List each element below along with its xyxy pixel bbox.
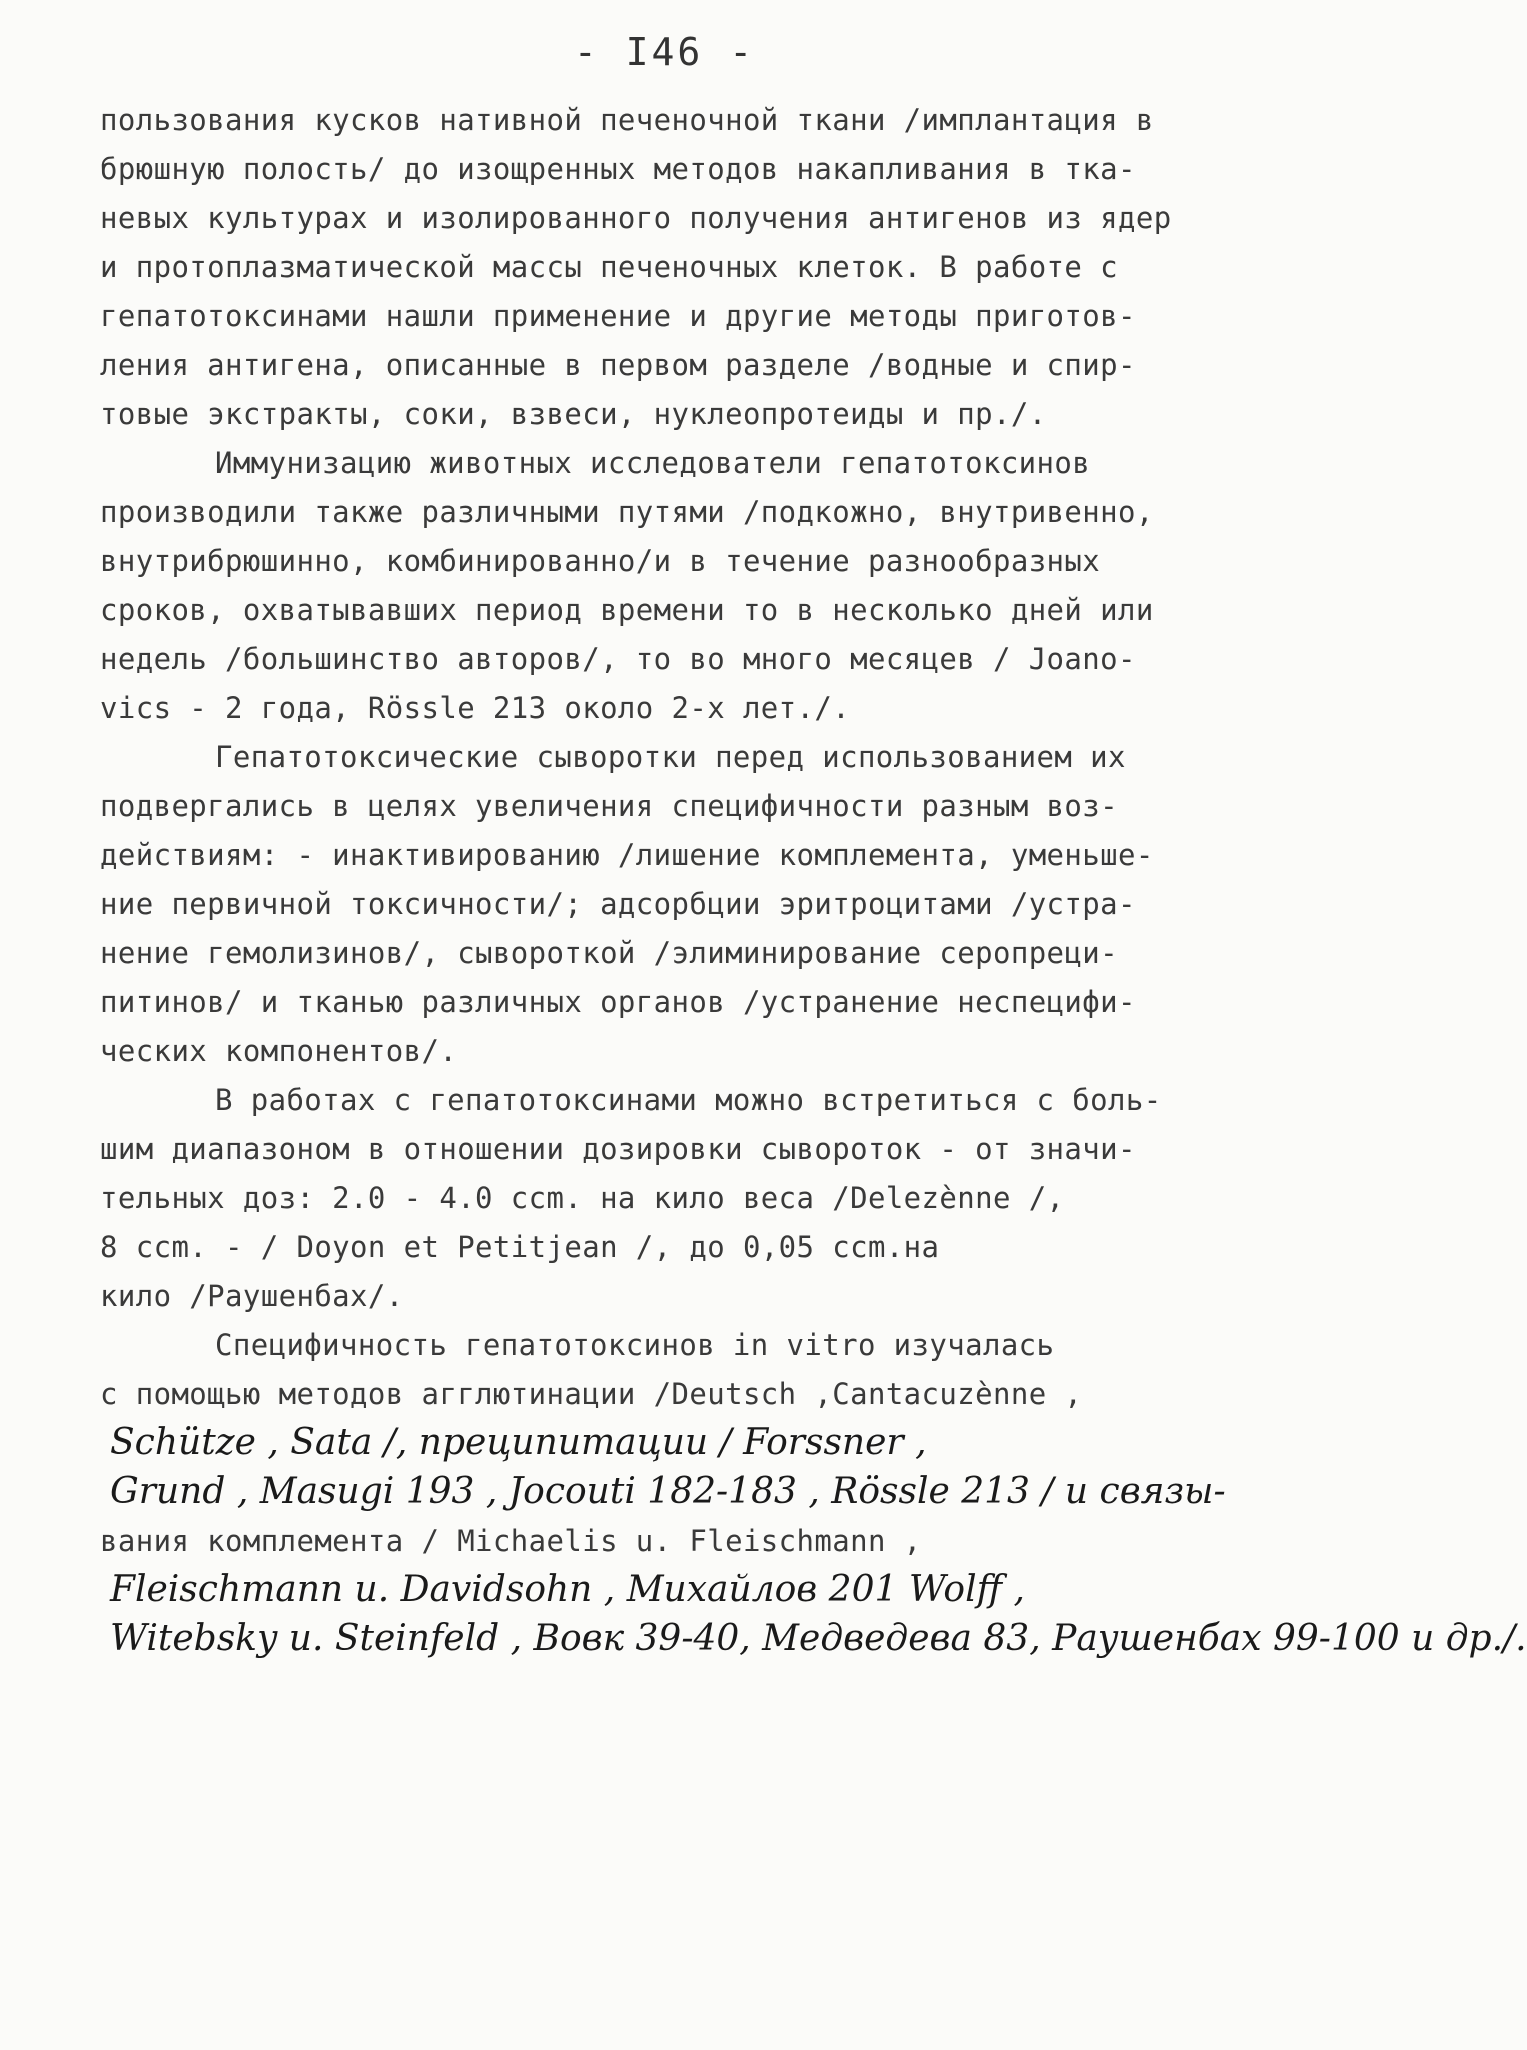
text-line: с помощью методов агглютинации /Deutsch ,Cantacuzènne ,: [100, 1377, 1083, 1411]
paragraph-start-line: В работах с гепатотоксинами можно встретиться с боль-: [215, 1083, 1162, 1117]
text-line: брюшную полость/ до изощренных методов накапливания в тка-: [100, 152, 1136, 186]
text-line: внутрибрюшинно, комбинированно/и в течение разнообразных: [100, 544, 1101, 578]
handwritten-line: Fleischmann u. Davidsohn , Михайлов 201 Wolff ,: [110, 1569, 1025, 1610]
text-line: гепатотоксинами нашли применение и другие методы приготов-: [100, 299, 1136, 333]
text-line: шим диапазоном в отношении дозировки сывороток - от значи-: [100, 1132, 1136, 1166]
text-line: ления антигена, описанные в первом разделе /водные и спир-: [100, 348, 1136, 382]
text-line: vics - 2 года, Rössle 213 около 2-х лет./.: [100, 691, 851, 725]
text-line: питинов/ и тканью различных органов /устранение неспецифи-: [100, 985, 1136, 1019]
text-line: товые экстракты, соки, взвеси, нуклеопротеиды и пр./.: [100, 397, 1047, 431]
paragraph-start-line: Иммунизацию животных исследователи гепатотоксинов: [215, 446, 1091, 480]
page-number: - I46 -: [573, 30, 756, 74]
paragraph-start-line: Гепатотоксические сыворотки перед использованием их: [215, 740, 1126, 774]
handwritten-line: Witebsky u. Steinfeld , Вовк 39-40, Медведева 83, Раушенбах 99-100 и др./.: [110, 1618, 1527, 1659]
text-line: кило /Раушенбах/.: [100, 1279, 404, 1313]
text-line: производили также различными путями /подкожно, внутривенно,: [100, 495, 1154, 529]
text-line: и протоплазматической массы печеночных клеток. В работе с: [100, 250, 1118, 284]
text-line: нение гемолизинов/, сывороткой /элиминирование серопреци-: [100, 936, 1118, 970]
handwritten-line: Grund , Masugi 193 , Jocouti 182-183 , Rössle 213 / и связы-: [110, 1471, 1226, 1512]
text-line: сроков, охватывавших период времени то в несколько дней или: [100, 593, 1154, 627]
text-line: действиям: - инактивированию /лишение комплемента, уменьше-: [100, 838, 1154, 872]
text-line: ние первичной токсичности/; адсорбции эритроцитами /устра-: [100, 887, 1136, 921]
text-line: 8 ccm. - / Doyon et Petitjean /, до 0,05 ccm.на: [100, 1230, 940, 1264]
paragraph-start-line: Специфичность гепатотоксинов in vitro изучалась: [215, 1328, 1055, 1362]
text-line: тельных доз: 2.0 - 4.0 ccm. на кило веса /Delezènne /,: [100, 1181, 1065, 1215]
text-line: недель /большинство авторов/, то во много месяцев / Joano-: [100, 642, 1136, 676]
text-line: подвергались в целях увеличения специфичности разным воз-: [100, 789, 1118, 823]
text-line: пользования кусков нативной печеночной ткани /имплантация в: [100, 103, 1154, 137]
text-line: ческих компонентов/.: [100, 1034, 458, 1068]
handwritten-line: Schütze , Sata /, преципитации / Forssner ,: [110, 1422, 927, 1463]
text-line: невых культурах и изолированного получения антигенов из ядер: [100, 201, 1172, 235]
text-line: вания комплемента / Michaelis u. Fleischmann ,: [100, 1524, 922, 1558]
